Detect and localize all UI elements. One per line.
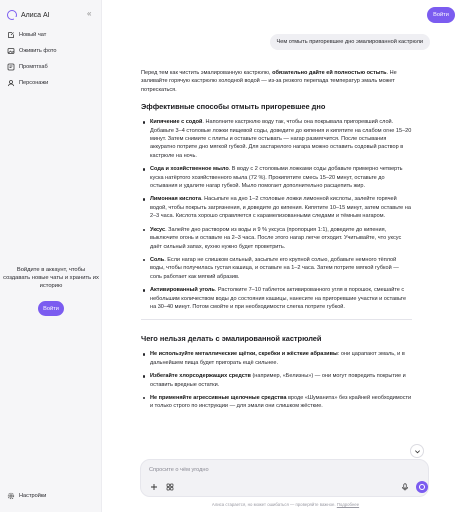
plus-icon (150, 483, 158, 491)
collapse-sidebar-icon[interactable]: « (87, 9, 92, 18)
item-text: . Залейте дно раствором из воды и 9 % уксуса (пропорция 1:1), доведите до кипения, выключите огонь и оставьте на 2–3 часа. После этого нагар легче отходит. Учитывайте, что уксус даёт сильный запах, кухню нужно будет проветрить. (150, 226, 402, 250)
item-text: . Наполните кастрюлю воду так, чтобы она покрывала пригоревший слой. Добавьте 3–4 столовые ложки пищевой соды, доведите до кипения и кипятите на слабом огне 15–20 минут. Затем снимите с плиты и оставьте остывать — нагар размягчится. После остывания аккуратно потрите дно мягкой губкой. Для застарелого нагара можно оставить содовый раствор в кастрюле на ночь. (150, 119, 412, 159)
message-input[interactable] (149, 465, 409, 475)
item-title: Активированный уголь (150, 287, 215, 294)
list-item (141, 350, 412, 367)
item-title: Избегайте хлорсодержащих средств (150, 373, 251, 380)
item-title: Кипячение с содой (150, 119, 203, 126)
item-text: . Насыпьте на дно 1–2 столовые ложки лимонной кислоты, залейте горячей водой, чтобы покрыть загрязнения, и доведите до кипения. Кипятите 10–15 минут, затем оставьте на 2–3 часа. Кислота хорошо справляется с карамелизованными следами и тёмным нагаром. (150, 196, 411, 220)
sidebar-item-label: Новый чат (19, 32, 47, 38)
disclaimer-text: Алиса старается, но может ошибаться — проверяйте важное. (211, 502, 336, 507)
item-text: вроде «Шуманита» без крайней необходимости и только строго по инструкции — для эмали они слишком жёсткие. (150, 394, 412, 410)
sidebar (0, 0, 102, 512)
grid-icon (166, 483, 174, 491)
item-text: . Растолките 7–10 таблеток активированного угля в порошок, смешайте с небольшим количеством воды до состояния кашицы, нанесите на пригоревшие участки и оставьте на 30–40 минут. Потом смойте и при необходимости слегка потрите губкой. (150, 287, 407, 310)
list-item (141, 394, 412, 411)
settings-button[interactable] (7, 492, 46, 500)
login-prompt-box (0, 266, 102, 316)
voice-mode-button[interactable] (416, 481, 428, 493)
new-chat-icon (7, 31, 15, 39)
item-title: Не применяйте агрессивные щелочные средства (150, 394, 287, 401)
sidebar-item-label: Оживить фото (19, 48, 57, 54)
sidebar-nav (6, 27, 98, 91)
assistant-answer (141, 69, 412, 416)
list-item (141, 372, 412, 389)
item-title: Не используйте металлические щётки, скребки и жёсткие абразивы (150, 351, 338, 358)
header-login-button[interactable]: Войти (427, 7, 455, 23)
sidebar-item-label: Промптхаб (19, 64, 48, 70)
scroll-down-button[interactable] (410, 444, 424, 458)
sidebar-item-new-chat[interactable] (6, 27, 98, 43)
methods-list (141, 118, 412, 311)
brand-name: Алиса AI (21, 11, 50, 19)
list-item (141, 226, 412, 251)
intro-text: . Не заливайте горячую кастрюлю холодной водой — из-за резкого перепада температур эмаль может потрескаться. (141, 70, 397, 93)
composer (140, 459, 429, 497)
section-heading-donts: Чего нельзя делать с эмалированной кастрюлей (141, 334, 322, 344)
intro-text: Перед тем как чистить эмалированную кастрюлю, (141, 70, 273, 76)
divider (141, 319, 412, 320)
item-title: Уксус (150, 226, 166, 233)
item-title: Лимонная кислота (150, 196, 202, 203)
brand[interactable] (7, 9, 50, 21)
login-prompt-text: Войдите в аккаунт, чтобы создавать новые чаты и хранить их историю (3, 267, 99, 289)
list-item (141, 195, 412, 220)
donts-list (141, 350, 412, 410)
characters-icon (7, 79, 15, 87)
attach-button[interactable] (149, 482, 159, 492)
item-text: (например, «Белизны») — они могут повредить покрытие и оставить вредные остатки. (150, 373, 406, 388)
disclaimer (103, 502, 468, 507)
item-text: : они царапают эмаль, и в дальнейшем пища будет пригорать ещё сильнее. (150, 351, 405, 366)
sidebar-login-button[interactable]: Войти (38, 301, 64, 316)
prompt-hub-icon (7, 63, 15, 71)
image-icon (7, 47, 15, 55)
tools-button[interactable] (165, 482, 175, 492)
gear-icon (7, 492, 15, 500)
list-item (141, 118, 412, 160)
microphone-button[interactable] (400, 482, 410, 492)
alice-logo-icon (7, 10, 17, 20)
sidebar-item-characters[interactable] (6, 75, 98, 91)
sidebar-item-animate-photo[interactable] (6, 43, 98, 59)
intro-emphasis: обязательно дайте ей полностью остыть (272, 70, 387, 76)
settings-label: Настройки (19, 493, 47, 499)
item-text: . В воду с 2 столовыми ложками соды добавьте примерно четверть куска натёртого хозяйственного мыла (72 %). Прокипятите смесь 15–20 минут, оставьте до остывания и удалите нагар губкой. Мыло помогает дополнительно расщепить жир. (150, 166, 403, 190)
list-item (141, 256, 412, 281)
item-title: Соль (150, 256, 165, 263)
sidebar-item-label: Персонажи (19, 80, 49, 86)
microphone-icon (401, 483, 409, 491)
list-item (141, 286, 412, 311)
section-heading-methods: Эффективные способы отмыть пригоревшее дно (141, 102, 326, 112)
user-message-bubble: Чем отмыть пригоревшее дно эмалированной кастрюли (270, 34, 430, 50)
chat-main (103, 0, 468, 512)
item-title: Сода и хозяйственное мыло (150, 166, 229, 173)
list-item (141, 165, 412, 190)
answer-intro (141, 69, 412, 94)
chevron-down-icon (414, 448, 421, 455)
disclaimer-link[interactable]: Подробнее (336, 502, 360, 507)
sidebar-item-prompt-hub[interactable] (6, 59, 98, 75)
item-text: . Если нагар не слишком сильный, засыпьте его крупной солью, добавьте немного тёплой воды, чтобы получилась густая кашица, и оставьте на 1–2 часа. Затем потрите мягкой губкой — соль работает как мягкий абразив. (150, 256, 399, 280)
